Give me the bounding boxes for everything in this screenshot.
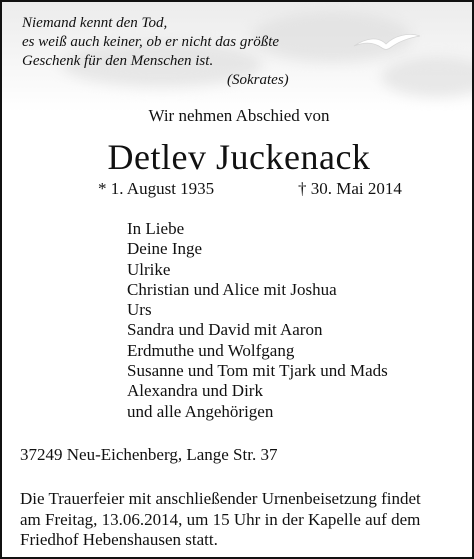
sokrates-quote xyxy=(22,14,289,90)
bird-icon xyxy=(352,30,422,54)
notice-line: Friedhof Hebenshausen statt. xyxy=(20,530,218,549)
quote-line: es weiß auch keiner, ob er nicht das größte xyxy=(22,34,280,50)
mourner-entry: Ulrike xyxy=(127,259,171,279)
mourner-entry: und alle Angehörigen xyxy=(127,401,274,421)
mourner-entry: Christian und Alice mit Joshua xyxy=(127,279,337,299)
quote-line: Geschenk für den Menschen ist. xyxy=(22,53,214,69)
quote-author: (Sokrates) xyxy=(227,72,289,88)
notice-line: am Freitag, 13.06.2014, um 15 Uhr in der Kapelle auf dem xyxy=(20,509,421,529)
mourner-entry: In Liebe xyxy=(127,219,185,238)
mourner-entry: Sandra und David mit Aaron xyxy=(127,320,323,340)
farewell-heading: Wir nehmen Abschied von xyxy=(148,106,330,125)
mourners-list xyxy=(127,219,388,422)
deceased-name: Detlev Juckenack xyxy=(107,137,371,177)
cloud-shape xyxy=(382,57,474,97)
quote-line: Niemand kennt den Tod, xyxy=(22,15,168,31)
funeral-notice xyxy=(20,489,421,551)
family-address: 37249 Neu-Eichenberg, Lange Str. 37 xyxy=(20,445,278,464)
mourner-entry: Susanne und Tom mit Tjark und Mads xyxy=(127,361,388,381)
mourner-entry: Erdmuthe und Wolfgang xyxy=(127,340,295,360)
notice-line: Die Trauerfeier mit anschließender Urnenbeisetzung findet xyxy=(20,489,421,508)
mourner-entry: Urs xyxy=(127,300,152,320)
death-date: † 30. Mai 2014 xyxy=(298,179,402,198)
mourner-entry: Alexandra und Dirk xyxy=(127,381,263,401)
birth-date: * 1. August 1935 xyxy=(98,179,215,198)
mourner-entry: Deine Inge xyxy=(127,239,203,259)
